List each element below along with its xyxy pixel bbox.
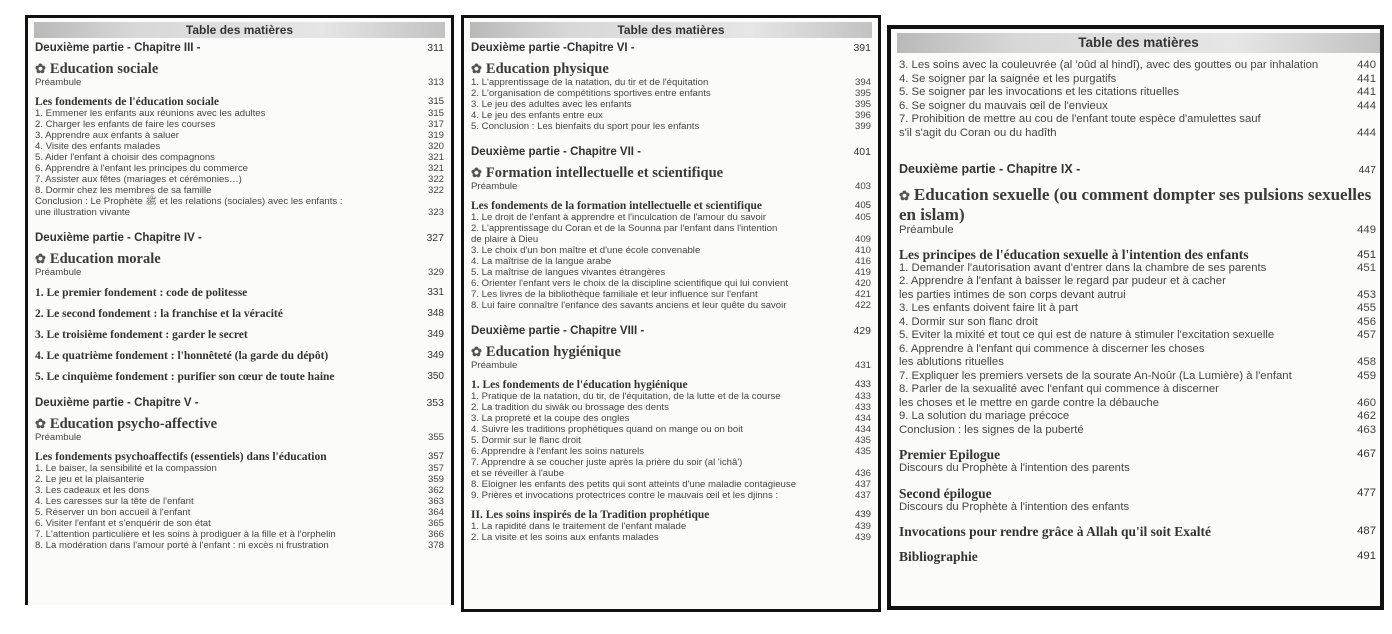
toc-entry[interactable]: 1. Le baiser, la sensibilité et la compassion 357 bbox=[35, 463, 444, 474]
entry-list bbox=[899, 302, 1376, 343]
entry-list bbox=[471, 77, 871, 132]
toc-entry[interactable]: 3. Apprendre aux enfants à saluer 319 bbox=[35, 130, 444, 141]
toc-entry[interactable]: 4. Dormir sur son flanc droit 456 bbox=[899, 315, 1376, 328]
fondement-entry[interactable]: 2. Le second fondement : la franchise et la véracité 348 bbox=[35, 308, 444, 320]
chapter-title[interactable]: ✿ Education psycho-affective bbox=[35, 416, 218, 432]
epilogue-heading[interactable]: Second épilogue 477 bbox=[899, 485, 1376, 501]
chapter-title[interactable]: ✿ Education sociale bbox=[35, 61, 159, 77]
toc-entry[interactable]: 7. Les livres de la bibliothèque familiale et leur influence sur l'enfant 421 bbox=[471, 289, 871, 300]
chapter-title[interactable]: ✿ Education morale bbox=[35, 251, 161, 267]
gear-icon: ✿ bbox=[471, 344, 482, 359]
toc-entry[interactable]: 2. Apprendre à l'enfant à baisser le regard par pudeur et à cacher les parties intimes de son corps devant autrui 453 bbox=[899, 275, 1376, 301]
toc-entry[interactable]: 4. Suivre les traditions prophétiques quand on mange ou on boit 434 bbox=[471, 424, 871, 435]
toc-entry[interactable]: 6. Apprendre à l'enfant les soins naturels 435 bbox=[471, 446, 871, 457]
entry-list bbox=[471, 521, 871, 543]
toc-entry[interactable]: 4. La maîtrise de la langue arabe 416 bbox=[471, 256, 871, 267]
toc-entry[interactable]: 7. Apprendre à se coucher juste après la prière du soir (al 'ichâ') et se réveiller à l'aube 436 bbox=[471, 457, 871, 479]
epilogue-subtitle: Discours du Prophète à l'intention des enfants bbox=[899, 500, 1130, 513]
toc-entry[interactable]: 4. Le jeu des enfants entre eux 396 bbox=[471, 110, 871, 121]
toc-entry[interactable]: 4. Les caresses sur la tête de l'enfant 363 bbox=[35, 496, 444, 507]
toc-entry[interactable]: 5. Se soigner par les invocations et les citations rituelles 441 bbox=[899, 86, 1376, 98]
toc-entry[interactable]: 1. Pratique de la natation, du tir, de l'équitation, de la lutte et de la course 433 bbox=[471, 391, 871, 402]
toc-entry[interactable]: 8. Parler de la sexualité avec l'enfant qui commence à discerner les choses et le mettre en garde contre la débauche 460 bbox=[899, 383, 1376, 409]
section-heading[interactable]: Les fondements de l'éducation sociale 315 bbox=[35, 96, 444, 108]
toc-entry[interactable]: 2. Charger les enfants de faire les courses 317 bbox=[35, 119, 444, 130]
toc-entry[interactable]: 8. Dormir chez les membres de sa famille 322 bbox=[35, 185, 444, 196]
toc-entry[interactable]: 2. L'organisation de compétitions sportives entre enfants 395 bbox=[471, 88, 871, 99]
toc-header: Table des matières bbox=[34, 22, 445, 38]
toc-entry[interactable]: 1. La rapidité dans le traitement de l'enfant malade 439 bbox=[471, 521, 871, 532]
toc-entry[interactable]: 2. La tradition du siwâk ou brossage des dents 433 bbox=[471, 402, 871, 413]
toc-entry[interactable]: 6. Apprendre à l'enfant les principes du commerce 321 bbox=[35, 163, 444, 174]
toc-entry[interactable]: 5. La maîtrise de langues vivantes étrangères 419 bbox=[471, 267, 871, 278]
toc-entry[interactable]: Préambule 431 bbox=[471, 360, 871, 371]
epilogue-heading[interactable]: Premier Epilogue 467 bbox=[899, 447, 1376, 462]
part-heading[interactable]: Deuxième partie - Chapitre VIII - 429 bbox=[471, 325, 871, 337]
fondement-entry[interactable]: 1. Le premier fondement : code de politesse 331 bbox=[35, 287, 444, 299]
chapter-title[interactable]: ✿ Education physique bbox=[471, 61, 609, 77]
invocations-heading[interactable]: Invocations pour rendre grâce à Allah qu'il soit Exalté 487 bbox=[899, 524, 1376, 539]
chapter-title[interactable]: ✿ Formation intellectuelle et scientifique bbox=[471, 165, 724, 181]
entry-list bbox=[471, 245, 871, 311]
toc-entry[interactable]: Conclusion : Le Prophète ﷺ et les relations (sociales) avec les enfants : une illustration vivante 323 bbox=[35, 196, 444, 218]
toc-entry[interactable]: 9. Prières et invocations protectrices contre le mauvais œil et les djinns : 437 bbox=[471, 490, 871, 501]
toc-entry[interactable]: 1. Demander l'autorisation avant d'entrer dans la chambre de ses parents 451 bbox=[899, 261, 1376, 274]
toc-entry[interactable]: Préambule 313 bbox=[35, 77, 444, 88]
toc-entry[interactable]: 5. Dormir sur le flanc droit 435 bbox=[471, 435, 871, 446]
gear-icon: ✿ bbox=[471, 61, 482, 76]
toc-entry[interactable]: 3. Le choix d'un bon maître et d'une école convenable 410 bbox=[471, 245, 871, 256]
fondement-entry[interactable]: 3. Le troisième fondement : garder le secret 349 bbox=[35, 329, 444, 341]
toc-entry[interactable]: 7. Assister aux fêtes (mariages et cérémonies…) 322 bbox=[35, 174, 444, 185]
toc-entry[interactable]: 5. Conclusion : Les bienfaits du sport pour les enfants 399 bbox=[471, 121, 871, 132]
fondement-list bbox=[35, 287, 444, 383]
gear-icon: ✿ bbox=[899, 188, 910, 203]
toc-entry[interactable]: 8. La modération dans l'amour porté à l'enfant : ni excès ni frustration 378 bbox=[35, 540, 444, 551]
toc-entry[interactable]: 7. L'attention particulière et les soins à prodiguer à la fille et à l'orphelin 366 bbox=[35, 529, 444, 540]
section-heading[interactable]: Les fondements psychoaffectifs (essentiels) dans l'éducation 357 bbox=[35, 451, 444, 463]
toc-entry[interactable]: 2. Le jeu et la plaisanterie 359 bbox=[35, 474, 444, 485]
part-heading[interactable]: Deuxième partie - Chapitre III - 311 bbox=[35, 42, 444, 54]
entry-list bbox=[899, 410, 1376, 437]
toc-entry[interactable]: 7. Prohibition de mettre au cou de l'enfant toute espèce d'amulettes sauf s'il s'agit du Coran ou du hadîth 444 bbox=[899, 113, 1376, 139]
toc-entry[interactable]: 5. Eviter la mixité et tout ce qui est de nature à stimuler l'excitation sexuelle 457 bbox=[899, 329, 1376, 341]
section-heading[interactable]: Les fondements de la formation intellectuelle et scientifique 405 bbox=[471, 200, 871, 212]
toc-entry[interactable]: 3. Les enfants doivent faire lit à part 455 bbox=[899, 302, 1376, 314]
chapter-title[interactable]: ✿ Education sexuelle (ou comment dompter ses pulsions sexuelles en islam) bbox=[899, 185, 1372, 224]
gear-icon: ✿ bbox=[35, 61, 46, 76]
toc-entry[interactable]: 3. Les cadeaux et les dons 362 bbox=[35, 485, 444, 496]
toc-entry[interactable]: 4. Visite des enfants malades 320 bbox=[35, 141, 444, 152]
chapter-title[interactable]: ✿ Education hygiénique bbox=[471, 344, 621, 360]
toc-entry[interactable]: 1. L'apprentissage de la natation, du tir et de l'équitation 394 bbox=[471, 77, 871, 88]
toc-entry[interactable]: Préambule 329 bbox=[35, 267, 444, 278]
entry-list bbox=[35, 108, 444, 196]
gear-icon: ✿ bbox=[35, 416, 46, 431]
entry-list bbox=[899, 59, 1376, 113]
toc-entry[interactable]: Préambule 355 bbox=[35, 432, 444, 443]
toc-entry[interactable]: 6. Apprendre à l'enfant qui commence à discerner les choses les ablutions rituelles 458 bbox=[899, 342, 1376, 368]
toc-page-1 bbox=[25, 15, 454, 605]
toc-entry[interactable]: 8. Lui faire connaître l'enfance des savants anciens et leur quête du savoir 422 bbox=[471, 300, 871, 311]
toc-page-3 bbox=[887, 25, 1384, 610]
toc-entry[interactable]: 1. Le droit de l'enfant à apprendre et l'inculcation de l'amour du savoir 405 bbox=[471, 212, 871, 223]
toc-entry[interactable]: 6. Se soigner du mauvais œil de l'envieux 444 bbox=[899, 99, 1376, 112]
gear-icon: ✿ bbox=[35, 251, 46, 266]
epilogue-subtitle: Discours du Prophète à l'intention des parents bbox=[899, 462, 1130, 474]
toc-entry[interactable]: 2. La visite et les soins aux enfants malades 439 bbox=[471, 532, 871, 543]
toc-entry[interactable]: 5. Aider l'enfant à choisir des compagnons 321 bbox=[35, 152, 444, 163]
toc-entry[interactable]: 8. Eloigner les enfants des petits qui sont atteints d'une maladie contagieuse 437 bbox=[471, 479, 871, 490]
toc-entry[interactable]: 3. Les soins avec la couleuvrée (al 'oûd al hindî), avec des gouttes ou par inhalation 440 bbox=[899, 59, 1376, 71]
gear-icon: ✿ bbox=[471, 165, 482, 180]
fondement-entry[interactable]: 4. Le quatrième fondement : l'honnêteté (la garde du dépôt) 349 bbox=[35, 350, 444, 362]
toc-header: Table des matières bbox=[897, 33, 1380, 53]
toc-entry[interactable]: 6. Orienter l'enfant vers le choix de la discipline scientifique qui lui convient 420 bbox=[471, 278, 871, 289]
entry-list bbox=[35, 463, 444, 551]
toc-entry[interactable]: Conclusion : les signes de la puberté 463 bbox=[899, 423, 1376, 436]
part-heading[interactable]: Deuxième partie - Chapitre VII - 401 bbox=[471, 146, 871, 158]
toc-header: Table des matières bbox=[470, 22, 872, 38]
entry-list bbox=[471, 479, 871, 501]
toc-page-2 bbox=[461, 15, 881, 612]
toc-entry[interactable]: 2. L'apprentissage du Coran et de la Sounna par l'enfant dans l'intention de plaire à Dieu 409 bbox=[471, 223, 871, 245]
part-heading[interactable]: Deuxième partie - Chapitre IV - 327 bbox=[35, 232, 444, 244]
toc-entry[interactable]: 3. La propreté et la coupe des ongles 434 bbox=[471, 413, 871, 424]
toc-entry[interactable]: Préambule 403 bbox=[471, 181, 871, 192]
section-heading[interactable]: Les principes de l'éducation sexuelle à l'intention des enfants 451 bbox=[899, 246, 1376, 262]
toc-entry[interactable]: 3. Le jeu des adultes avec les enfants 395 bbox=[471, 99, 871, 110]
toc-entry[interactable]: 5. Réserver un bon accueil à l'enfant 364 bbox=[35, 507, 444, 518]
bibliography-heading[interactable]: Bibliographie 491 bbox=[899, 549, 1376, 564]
toc-entry[interactable]: 7. Expliquer les premiers versets de la sourate An-Noûr (La Lumière) à l'enfant 459 bbox=[899, 369, 1376, 382]
entry-list bbox=[471, 391, 871, 457]
toc-entry[interactable]: 6. Visiter l'enfant et s'enquérir de son état 365 bbox=[35, 518, 444, 529]
part-heading[interactable]: Deuxième partie - Chapitre V - 353 bbox=[35, 397, 444, 409]
toc-entry[interactable]: 9. La solution du mariage précoce 462 bbox=[899, 410, 1376, 422]
toc-entry[interactable]: Préambule 449 bbox=[899, 224, 1376, 236]
part-heading[interactable]: Deuxième partie - Chapitre IX - 447 bbox=[899, 162, 1376, 176]
part-heading[interactable]: Deuxième partie -Chapitre VI - 391 bbox=[471, 42, 871, 54]
toc-entry[interactable]: 4. Se soigner par la saignée et les purgatifs 441 bbox=[899, 72, 1376, 85]
fondement-entry[interactable]: 5. Le cinquième fondement : purifier son cœur de toute haine 350 bbox=[35, 371, 444, 383]
section-heading[interactable]: 1. Les fondements de l'éducation hygiénique 433 bbox=[471, 379, 871, 391]
section-heading[interactable]: II. Les soins inspirés de la Tradition prophétique 439 bbox=[471, 509, 871, 521]
toc-entry[interactable]: 1. Emmener les enfants aux réunions avec les adultes 315 bbox=[35, 108, 444, 119]
